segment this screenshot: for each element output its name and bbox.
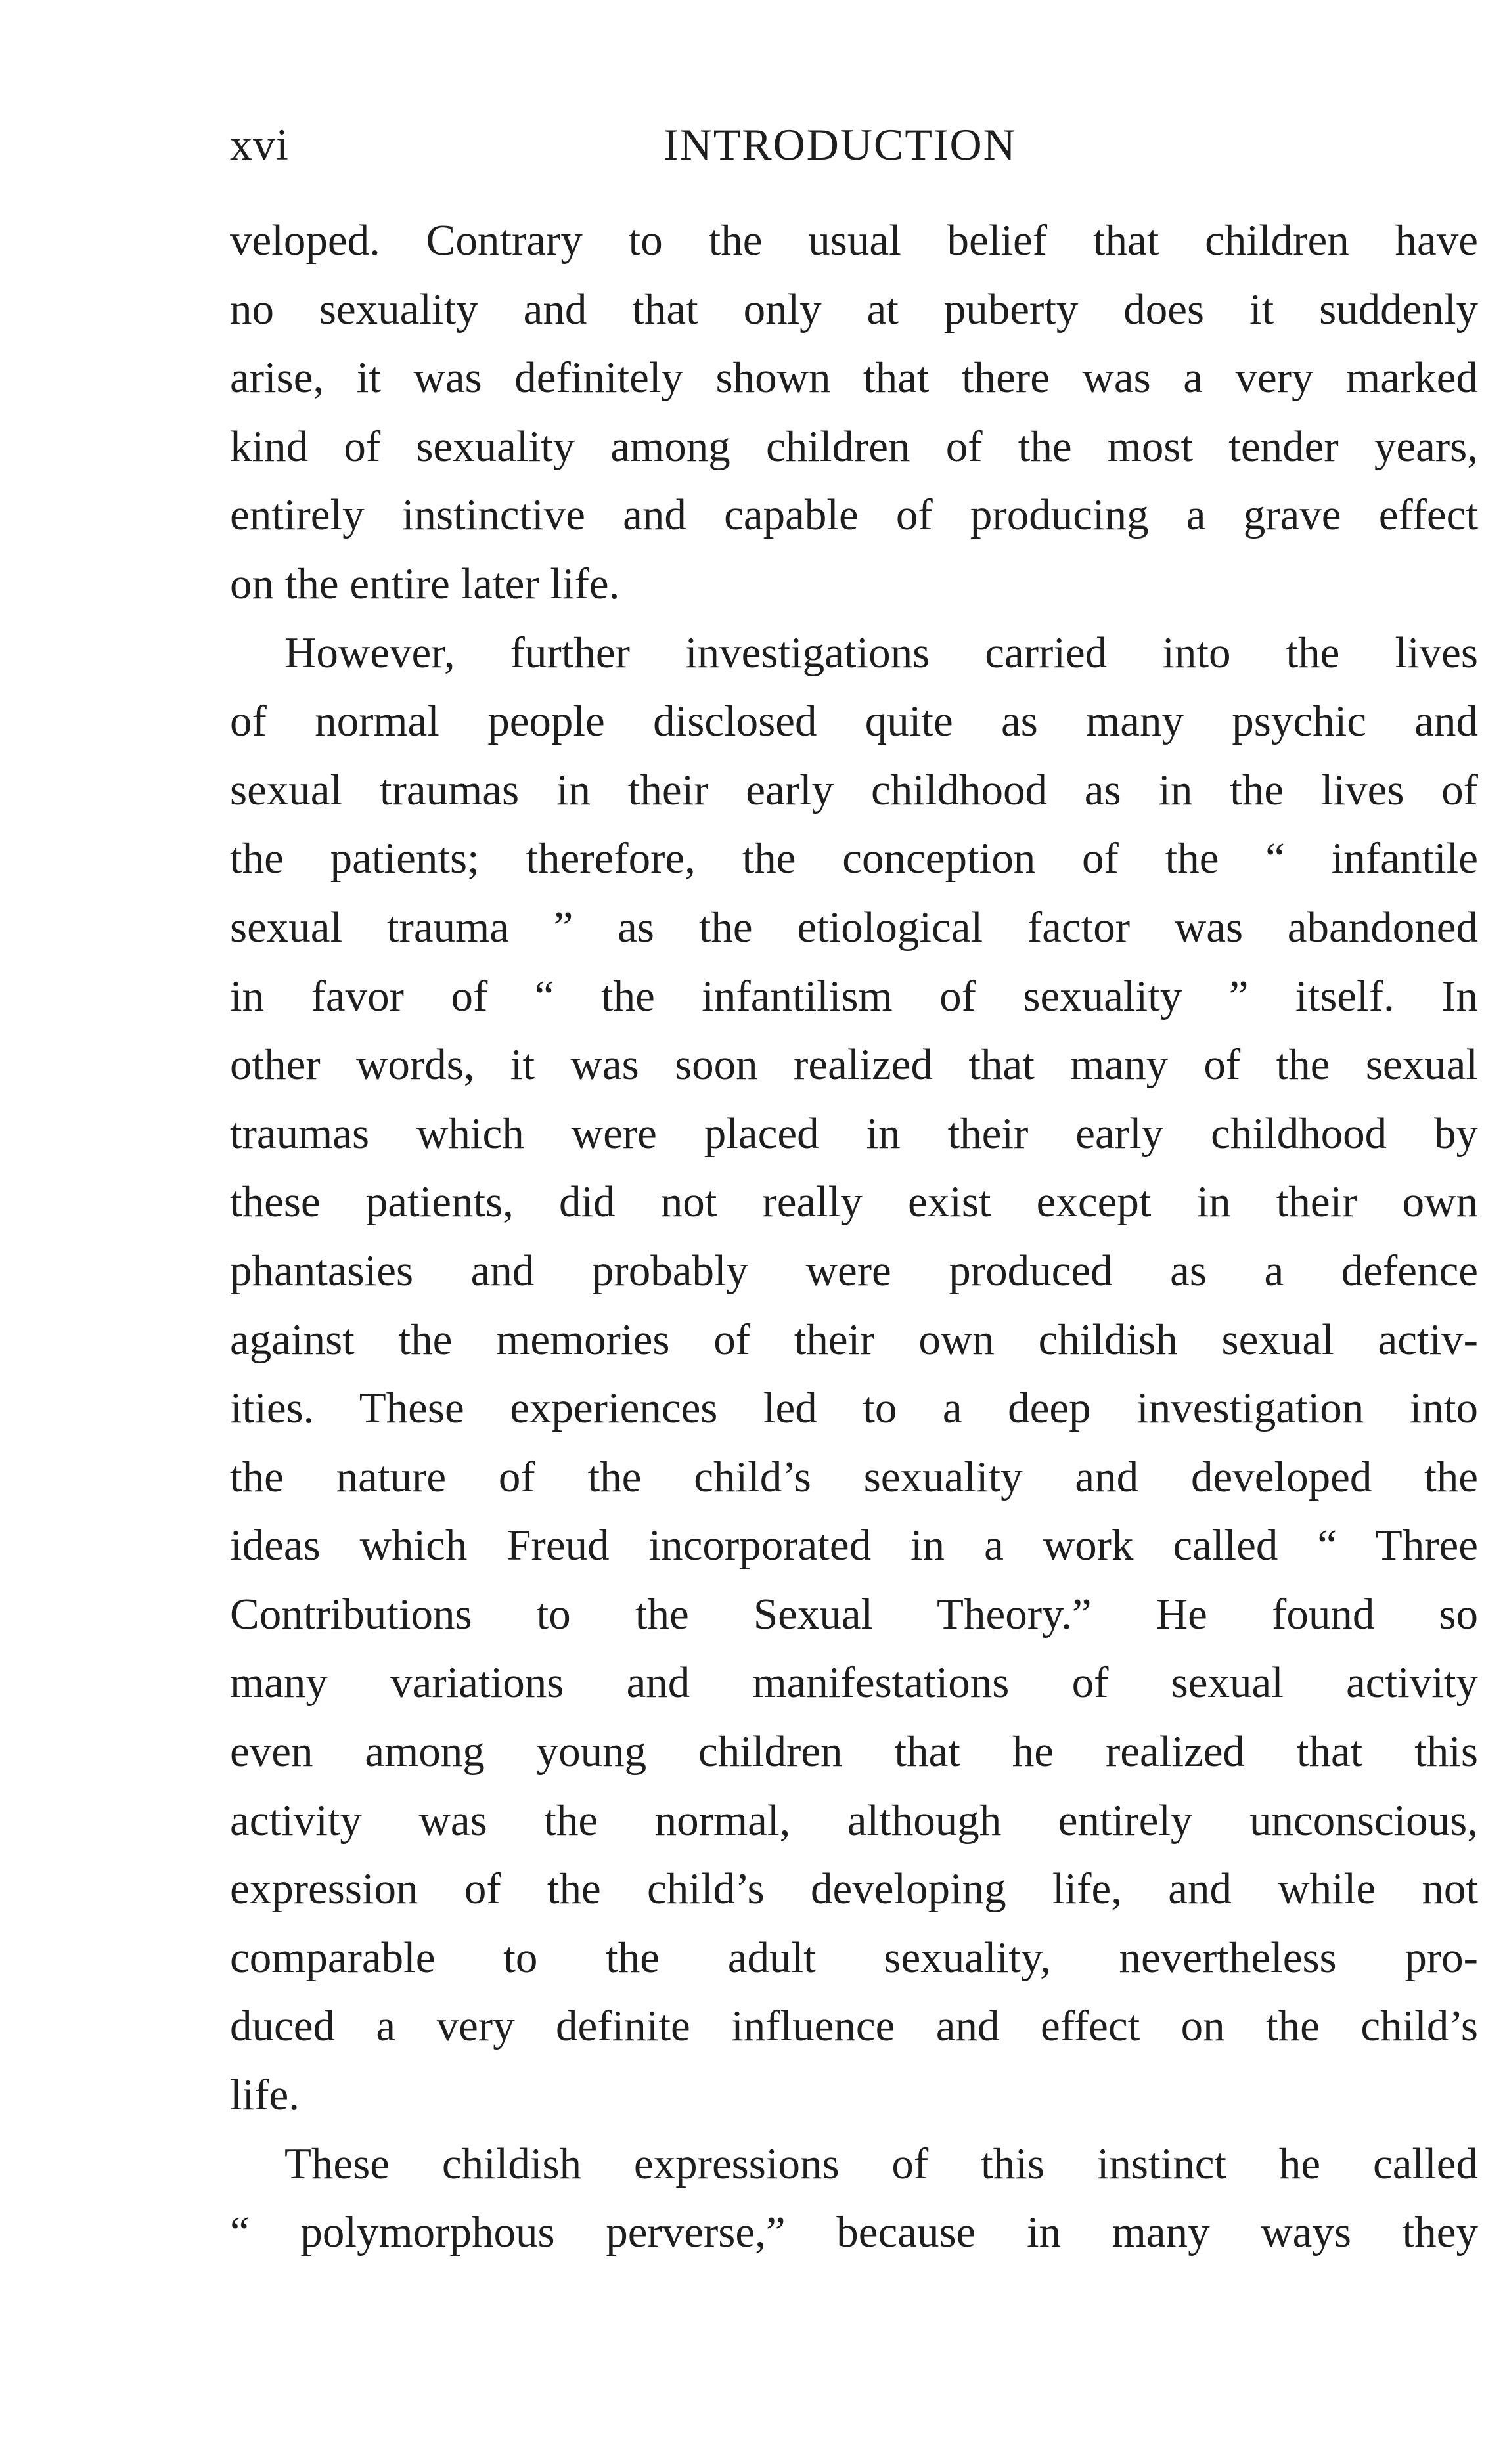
text-line: phantasies and probably were produced as a defence (230, 1246, 1478, 1295)
text-line: even among young children that he realized that this (230, 1727, 1478, 1776)
text-line: no sexuality and that only at puberty does it suddenly (230, 284, 1478, 334)
text-line: Contributions to the Sexual Theory.” He found so (230, 1589, 1478, 1639)
text-line: these patients, did not really exist except in their own (230, 1177, 1478, 1227)
chapter-title: INTRODUCTION (663, 120, 1017, 169)
text-line: entirely instinctive and capable of producing a grave effect (230, 491, 1478, 540)
text-line: life. (230, 2071, 300, 2120)
text-line: activity was the normal, although entirely unconscious, (230, 1795, 1478, 1845)
text-line: “ polymorphous perverse,” because in many ways they (230, 2208, 1478, 2257)
text-line: comparable to the adult sexuality, nevertheless pro- (230, 1933, 1478, 1982)
text-line: duced a very definite influence and effect on the child’s (230, 2002, 1478, 2051)
text-line: kind of sexuality among children of the most tender years, (230, 422, 1478, 471)
text-line: However, further investigations carried into the lives (284, 628, 1478, 677)
text-line: against the memories of their own childish sexual activ- (230, 1315, 1478, 1364)
page-number: xvi (230, 120, 289, 169)
text-line: the patients; therefore, the conception of the “ infantile (230, 834, 1478, 883)
text-line: expression of the child’s developing life, and while not (230, 1864, 1478, 1914)
text-line: sexual trauma ” as the etiological factor was abandoned (230, 902, 1478, 952)
text-line: These childish expressions of this instinct he called (284, 2139, 1478, 2188)
body-text (230, 206, 1478, 2267)
text-line: other words, it was soon realized that many of the sexual (230, 1040, 1478, 1089)
text-line: sexual traumas in their early childhood as in the lives of (230, 765, 1478, 814)
text-line: arise, it was definitely shown that there was a very marked (230, 353, 1478, 403)
text-line: many variations and manifestations of sexual activity (230, 1658, 1478, 1707)
text-line: ideas which Freud incorporated in a work called “ Three (230, 1521, 1478, 1570)
text-line: veloped. Contrary to the usual belief that children have (230, 216, 1478, 265)
running-head (230, 118, 1478, 171)
text-line: in favor of “ the infantilism of sexuality ” itself. In (230, 971, 1478, 1021)
text-line: on the entire later life. (230, 559, 620, 608)
text-line: the nature of the child’s sexuality and developed the (230, 1452, 1478, 1501)
text-line: ities. These experiences led to a deep investigation into (230, 1384, 1478, 1433)
text-line: of normal people disclosed quite as many psychic and (230, 697, 1478, 746)
text-line: traumas which were placed in their early childhood by (230, 1109, 1478, 1158)
